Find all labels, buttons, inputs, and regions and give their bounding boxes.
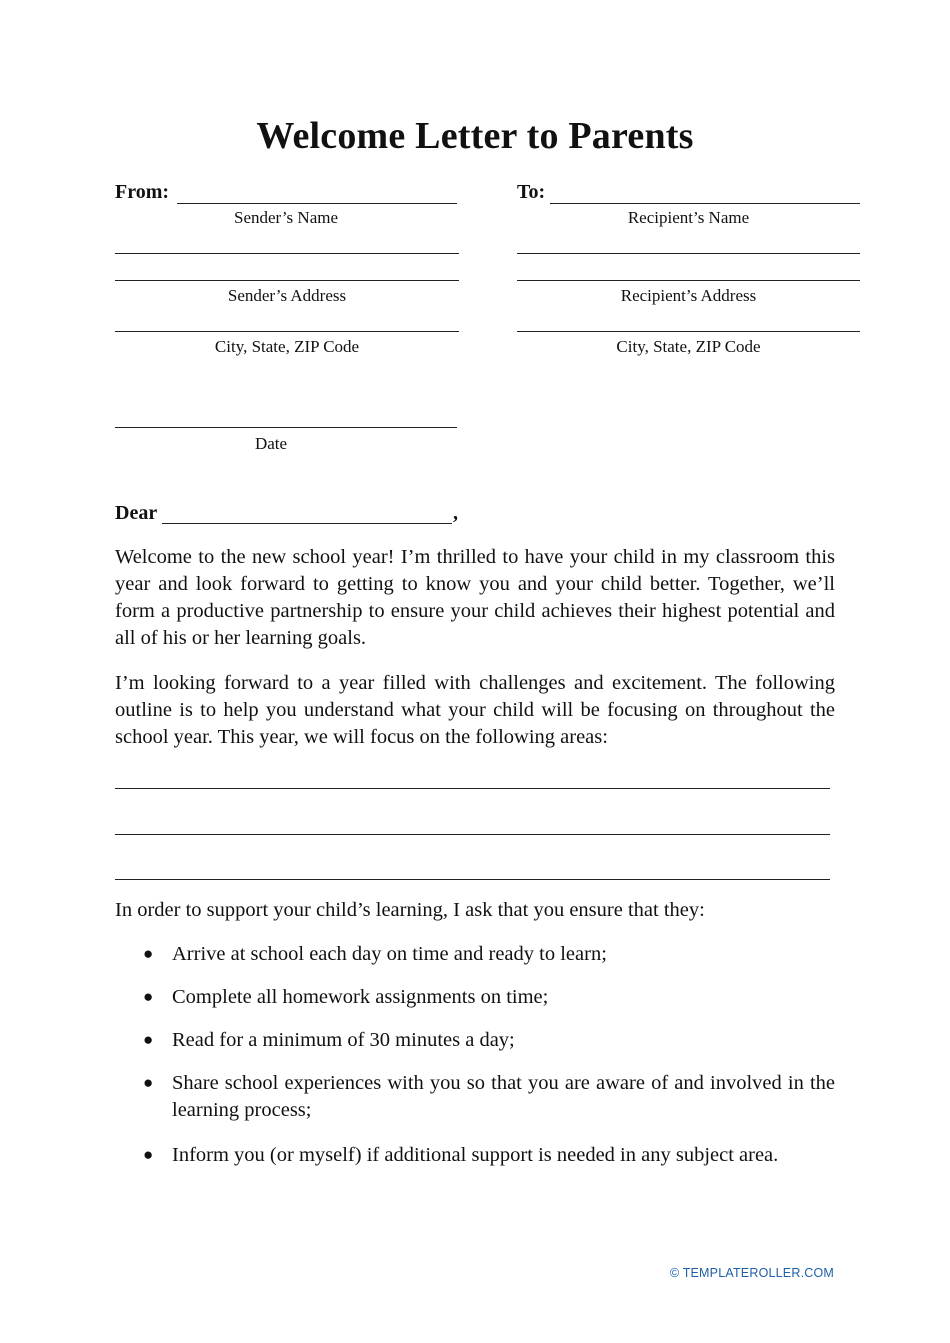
bullet-icon: ● xyxy=(143,944,154,963)
bullet-item: Inform you (or myself) if additional support is needed in any subject area. xyxy=(172,1144,779,1166)
focus-area-line-2[interactable] xyxy=(115,834,830,835)
copyright-symbol: © xyxy=(669,1266,680,1280)
date-caption: Date xyxy=(254,434,288,453)
footer-site-link[interactable]: TEMPLATEROLLER.COM xyxy=(682,1266,834,1280)
bullet-icon: ● xyxy=(143,1145,154,1164)
sender-city-caption: City, State, ZIP Code xyxy=(214,337,360,356)
footer-credit[interactable] xyxy=(670,1266,834,1280)
bullet-item: Arrive at school each day on time and ready to learn; xyxy=(172,943,607,965)
from-label: From: xyxy=(115,181,170,203)
focus-area-line-3[interactable] xyxy=(115,879,830,880)
bullet-icon: ● xyxy=(143,987,154,1006)
sender-name-line[interactable] xyxy=(177,203,457,204)
recipient-city-line[interactable] xyxy=(517,331,860,332)
outline-paragraph: I’m looking forward to a year filled with challenges and excitement. The following outline is to help you understand what your child will be focusing on throughout the school year. This year, we will focus on the following areas: xyxy=(115,672,835,748)
sender-name-caption: Sender’s Name xyxy=(233,208,339,227)
salutation-label: Dear xyxy=(115,502,158,524)
parent-name-line[interactable] xyxy=(162,523,452,524)
recipient-name-line[interactable] xyxy=(550,203,860,204)
salutation-comma: , xyxy=(453,502,458,524)
focus-area-line-1[interactable] xyxy=(115,788,830,789)
recipient-address-caption: Recipient’s Address xyxy=(620,286,757,305)
sender-address-line-1[interactable] xyxy=(115,253,459,254)
bullet-item: Share school experiences with you so that you are aware of and involved in the learning process; xyxy=(172,1072,835,1121)
page-title: Welcome Letter to Parents xyxy=(256,115,694,157)
recipient-address-line-1[interactable] xyxy=(517,253,860,254)
bullet-icon: ● xyxy=(143,1073,154,1092)
bullet-item: Read for a minimum of 30 minutes a day; xyxy=(172,1029,515,1051)
recipient-city-caption: City, State, ZIP Code xyxy=(616,337,761,356)
sender-address-line-2[interactable] xyxy=(115,280,459,281)
sender-city-line[interactable] xyxy=(115,331,459,332)
to-label: To: xyxy=(517,181,546,203)
date-line[interactable] xyxy=(115,427,457,428)
support-intro: In order to support your child’s learning, I ask that you ensure that they: xyxy=(115,899,705,921)
sender-address-caption: Sender’s Address xyxy=(227,286,347,305)
recipient-name-caption: Recipient’s Name xyxy=(627,208,750,227)
bullet-icon: ● xyxy=(143,1030,154,1049)
welcome-paragraph: Welcome to the new school year! I’m thrilled to have your child in my classroom this year and look forward to getting to know you and your child better. Together, we’ll form a productive partnership to ensure your child achieves their highest potential and all of his or her learning goals. xyxy=(115,546,835,649)
bullet-item: Complete all homework assignments on time; xyxy=(172,986,549,1008)
recipient-address-line-2[interactable] xyxy=(517,280,860,281)
